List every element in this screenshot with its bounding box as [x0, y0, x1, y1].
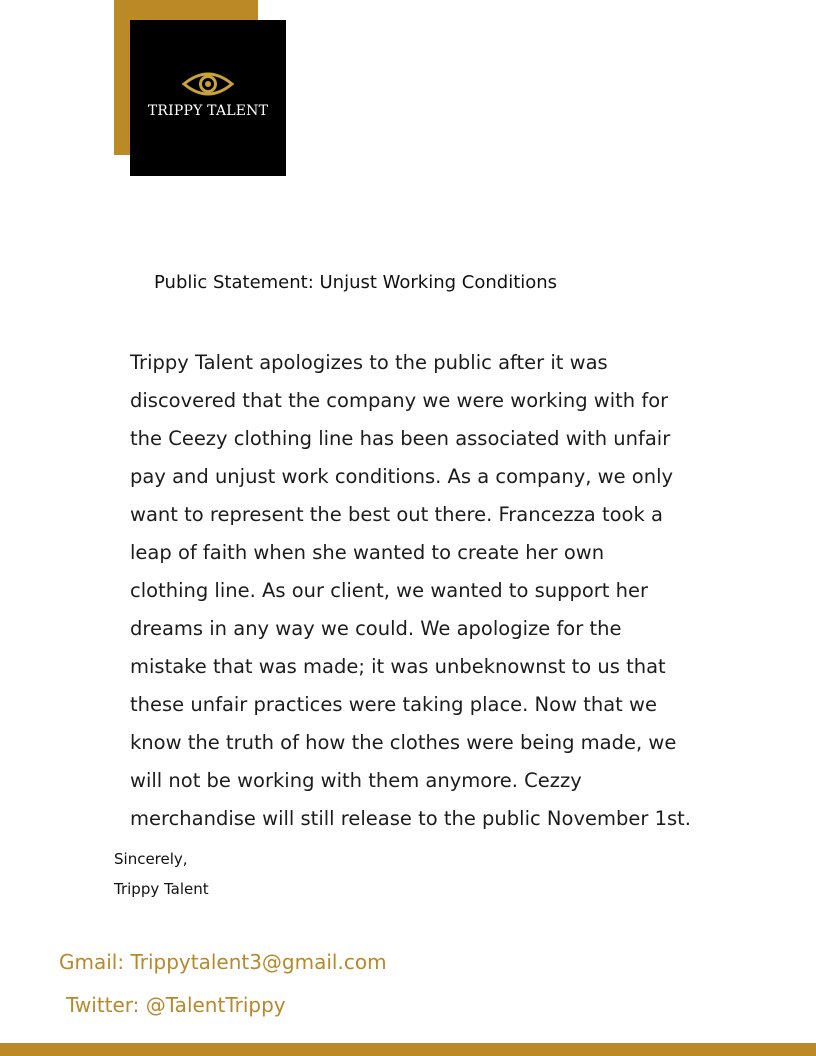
- body-line: discovered that the company we were working with for: [130, 389, 669, 412]
- signature-text: Trippy Talent: [114, 880, 209, 898]
- logo-text: TRIPPY TALENT: [147, 103, 269, 119]
- body-line: the Ceezy clothing line has been associated with unfair: [130, 427, 671, 450]
- body-line: leap of faith when she wanted to create her own: [130, 541, 605, 564]
- logo: [130, 20, 286, 176]
- body-line: merchandise will still release to the public November 1st.: [130, 807, 691, 830]
- body-line: Trippy Talent apologizes to the public after it was: [130, 351, 608, 374]
- twitter-contact: Twitter: @TalentTrippy: [66, 993, 286, 1017]
- body-line: dreams in any way we could. We apologize for the: [130, 617, 622, 640]
- body-line: these unfair practices were taking place. Now that we: [130, 693, 657, 716]
- eye-icon: [182, 68, 234, 100]
- page-title: Public Statement: Unjust Working Conditions: [154, 272, 558, 293]
- body-line: will not be working with them anymore. Cezzy: [130, 769, 582, 792]
- closing-text: Sincerely,: [114, 850, 188, 868]
- statement-body: [130, 344, 720, 838]
- gmail-contact: Gmail: Trippytalent3@gmail.com: [59, 950, 387, 974]
- body-line: mistake that was made; it was unbeknownst to us that: [130, 655, 666, 678]
- body-line: want to represent the best out there. Francezza took a: [130, 503, 663, 526]
- footer-bar: [0, 1043, 816, 1056]
- body-line: clothing line. As our client, we wanted to support her: [130, 579, 649, 602]
- body-line: pay and unjust work conditions. As a company, we only: [130, 465, 674, 488]
- body-line: know the truth of how the clothes were being made, we: [130, 731, 677, 754]
